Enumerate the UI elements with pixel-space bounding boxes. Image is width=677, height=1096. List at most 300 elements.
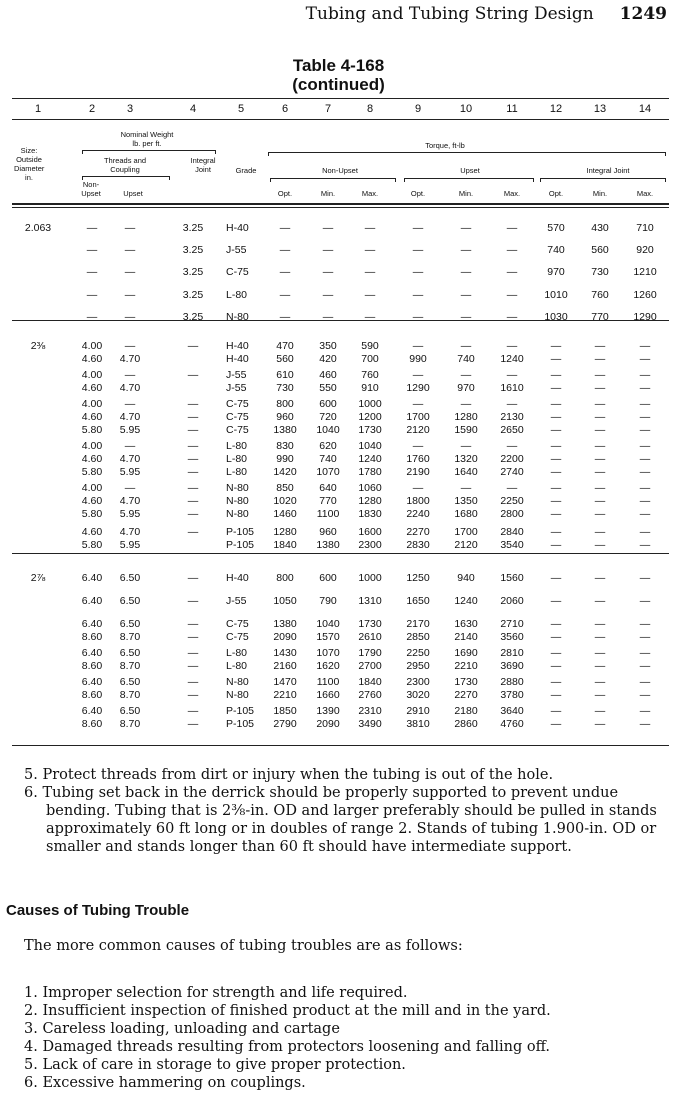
torque-value: 730 [276, 382, 294, 394]
torque-value: — [550, 618, 562, 630]
grade: C-75 [226, 398, 249, 410]
torque-value: 1730 [358, 618, 382, 630]
size-header [14, 146, 44, 182]
torque-value: — [594, 676, 606, 688]
torque-value: — [639, 353, 651, 365]
integral-joint-weight: — [187, 495, 199, 507]
torque-value: 990 [276, 453, 294, 465]
torque-subheader: Min. [320, 189, 336, 198]
torque-value: — [639, 705, 651, 717]
torque-value: — [594, 440, 606, 452]
torque-value: — [639, 660, 651, 672]
integral-joint-weight: — [187, 398, 199, 410]
torque-value: — [639, 526, 651, 538]
torque-value: — [506, 482, 518, 494]
non-upset-weight: 4.00 [81, 340, 103, 352]
torque-value: 3690 [500, 660, 524, 672]
torque-value: 740 [319, 453, 337, 465]
upset-weight: 8.70 [119, 660, 141, 672]
torque-value: 1280 [358, 495, 382, 507]
torque-value: — [322, 289, 334, 301]
torque-value: — [506, 340, 518, 352]
torque-value: 590 [361, 340, 379, 352]
torque-value: — [506, 311, 518, 323]
torque-value: — [322, 311, 334, 323]
column-number-rule [12, 119, 669, 120]
torque-value: 2190 [406, 466, 430, 478]
torque-value: — [639, 482, 651, 494]
torque-value: 970 [547, 266, 565, 278]
torque-value: — [639, 340, 651, 352]
torque-value: 1850 [273, 705, 297, 717]
non-upset-weight: 5.80 [81, 424, 103, 436]
torque-value: 1260 [633, 289, 657, 301]
integral-joint-weight: — [187, 340, 199, 352]
torque-value: 1000 [358, 572, 382, 584]
upset-weight: 4.70 [119, 353, 141, 365]
torque-value: 800 [276, 398, 294, 410]
integral-joint-weight: — [187, 526, 199, 538]
torque-value: 1640 [454, 466, 478, 478]
torque-value: — [550, 382, 562, 394]
integral-joint-weight: — [187, 508, 199, 520]
torque-value: — [594, 705, 606, 717]
torque-value: 1240 [358, 453, 382, 465]
grade: P-105 [226, 705, 255, 717]
torque-value: 720 [319, 411, 337, 423]
torque-value: 2250 [406, 647, 430, 659]
integral-joint-weight: 3.25 [182, 289, 204, 301]
torque-value: — [594, 411, 606, 423]
torque-value: — [550, 411, 562, 423]
upset-weight: 6.50 [119, 572, 141, 584]
column-number: 10 [459, 103, 473, 115]
torque-value: 1840 [273, 539, 297, 551]
torque-value: — [322, 244, 334, 256]
torque-value: 3810 [406, 718, 430, 730]
integral-joint-group-header: Integral Joint [586, 166, 630, 175]
torque-value: 3540 [500, 539, 524, 551]
torque-value: 2200 [500, 453, 524, 465]
torque-value: 1310 [358, 595, 382, 607]
torque-value: 2790 [273, 718, 297, 730]
torque-value: — [550, 718, 562, 730]
torque-value: — [639, 572, 651, 584]
grade: P-105 [226, 718, 255, 730]
torque-value: 1800 [406, 495, 430, 507]
threads-coupling-line: Threads and [103, 156, 147, 165]
torque-value: — [322, 266, 334, 278]
upset-weight: — [124, 311, 136, 323]
torque-value: 1010 [544, 289, 568, 301]
torque-value: 470 [276, 340, 294, 352]
torque-value: 2810 [500, 647, 524, 659]
torque-value: 560 [591, 244, 609, 256]
torque-value: 4760 [500, 718, 524, 730]
torque-value: — [594, 718, 606, 730]
torque-value: — [460, 482, 472, 494]
integral-joint-weight: — [187, 572, 199, 584]
nominal-weight-header [92, 130, 202, 148]
integral-joint-weight: — [187, 618, 199, 630]
torque-value: 1210 [633, 266, 657, 278]
torque-value: 2300 [358, 539, 382, 551]
torque-value: 420 [319, 353, 337, 365]
torque-value: 760 [591, 289, 609, 301]
upset-weight: 6.50 [119, 595, 141, 607]
torque-value: 1840 [358, 676, 382, 688]
column-number: 13 [593, 103, 607, 115]
torque-value: 1730 [454, 676, 478, 688]
non-upset-weight: 4.60 [81, 382, 103, 394]
threads-coupling-brace [82, 176, 170, 177]
non-upset-weight: 4.00 [81, 440, 103, 452]
torque-value: 910 [361, 382, 379, 394]
integral-joint-weight: — [187, 718, 199, 730]
upset-weight: 8.70 [119, 689, 141, 701]
upset-group-brace [404, 178, 534, 179]
section-rule-1 [12, 320, 669, 321]
torque-value: — [460, 311, 472, 323]
torque-value: — [550, 495, 562, 507]
torque-value: 1430 [273, 647, 297, 659]
list-item: 2. Insufficient inspection of finished product at the mill and in the yard. [24, 1003, 551, 1019]
torque-value: 2950 [406, 660, 430, 672]
torque-value: — [279, 266, 291, 278]
column-number: 5 [237, 103, 245, 115]
torque-value: — [639, 398, 651, 410]
torque-value: 2140 [454, 631, 478, 643]
torque-header: Torque, ft-lb [425, 141, 465, 150]
upset-weight: 6.50 [119, 647, 141, 659]
torque-value: — [639, 676, 651, 688]
torque-value: 2180 [454, 705, 478, 717]
torque-value: — [594, 453, 606, 465]
torque-value: 1240 [500, 353, 524, 365]
torque-value: 1600 [358, 526, 382, 538]
size-header-line: Size: [20, 146, 38, 155]
integral-joint-weight: — [187, 453, 199, 465]
torque-value: — [594, 353, 606, 365]
torque-value: — [412, 340, 424, 352]
torque-value: — [550, 369, 562, 381]
non-upset-group-brace [270, 178, 396, 179]
torque-value: 1320 [454, 453, 478, 465]
torque-value: — [550, 660, 562, 672]
column-number: 8 [366, 103, 374, 115]
torque-value: — [639, 539, 651, 551]
torque-value: 600 [319, 398, 337, 410]
torque-value: — [594, 526, 606, 538]
torque-value: 3560 [500, 631, 524, 643]
torque-value: — [594, 398, 606, 410]
torque-value: — [550, 595, 562, 607]
torque-subheader: Opt. [548, 189, 564, 198]
torque-value: — [594, 618, 606, 630]
torque-value: 1680 [454, 508, 478, 520]
torque-value: — [412, 311, 424, 323]
torque-value: — [594, 466, 606, 478]
torque-value: 2090 [316, 718, 340, 730]
causes-list [24, 984, 669, 1092]
torque-value: 960 [319, 526, 337, 538]
torque-value: — [460, 398, 472, 410]
torque-value: — [639, 718, 651, 730]
torque-value: 2760 [358, 689, 382, 701]
torque-subheader: Max. [636, 189, 654, 198]
grade: H-40 [226, 353, 249, 365]
torque-value: 740 [457, 353, 475, 365]
torque-value: 1000 [358, 398, 382, 410]
torque-value: — [506, 369, 518, 381]
torque-value: 960 [276, 411, 294, 423]
torque-value: — [550, 631, 562, 643]
list-item: 1. Improper selection for strength and life required. [24, 985, 408, 1001]
upset-weight: — [124, 369, 136, 381]
torque-value: 1100 [316, 508, 340, 520]
torque-value: — [594, 369, 606, 381]
torque-value: 1070 [316, 647, 340, 659]
grade: C-75 [226, 411, 249, 423]
torque-value: 1280 [273, 526, 297, 538]
torque-value: 1620 [316, 660, 340, 672]
upset-weight: — [124, 289, 136, 301]
integral-joint-weight: — [187, 482, 199, 494]
torque-value: 2240 [406, 508, 430, 520]
upset-weight: 6.50 [119, 676, 141, 688]
torque-value: — [639, 466, 651, 478]
torque-value: — [594, 508, 606, 520]
torque-value: 600 [319, 572, 337, 584]
non-upset-weight: — [86, 311, 98, 323]
header-bottom-rule-1 [12, 203, 669, 205]
upset-weight: 6.50 [119, 705, 141, 717]
torque-value: — [639, 508, 651, 520]
torque-value: 3020 [406, 689, 430, 701]
column-number: 6 [281, 103, 289, 115]
torque-value: — [550, 508, 562, 520]
torque-value: — [594, 572, 606, 584]
non-upset-weight: 5.80 [81, 466, 103, 478]
torque-value: 1240 [454, 595, 478, 607]
torque-value: — [639, 453, 651, 465]
upset-weight: 4.70 [119, 382, 141, 394]
nominal-weight-line: Nominal Weight [120, 130, 174, 139]
torque-value: 2860 [454, 718, 478, 730]
integral-joint-group-brace [540, 178, 666, 179]
list-item: 6. Excessive hammering on couplings. [24, 1075, 306, 1091]
torque-value: — [279, 222, 291, 234]
torque-value: 1380 [273, 618, 297, 630]
grade: C-75 [226, 631, 249, 643]
grade: J-55 [226, 382, 247, 394]
torque-value: 430 [591, 222, 609, 234]
torque-value: 2120 [406, 424, 430, 436]
grade: C-75 [226, 266, 249, 278]
torque-value: 1250 [406, 572, 430, 584]
torque-value: — [594, 539, 606, 551]
torque-value: 2060 [500, 595, 524, 607]
causes-intro: The more common causes of tubing troubles are as follows: [24, 938, 463, 954]
integral-joint-line: Integral [190, 156, 216, 165]
integral-joint-weight: 3.25 [182, 311, 204, 323]
torque-value: — [412, 222, 424, 234]
torque-value: 2710 [500, 618, 524, 630]
torque-value: 920 [636, 244, 654, 256]
torque-value: 1060 [358, 482, 382, 494]
section-heading: Causes of Tubing Trouble [6, 902, 190, 919]
torque-value: 1610 [500, 382, 524, 394]
torque-value: 1050 [273, 595, 297, 607]
torque-value: 1290 [406, 382, 430, 394]
torque-subheader: Max. [361, 189, 379, 198]
torque-value: 2800 [500, 508, 524, 520]
torque-value: 1040 [358, 440, 382, 452]
torque-value: — [364, 222, 376, 234]
non-upset-weight: 5.80 [81, 539, 103, 551]
torque-value: 620 [319, 440, 337, 452]
torque-value: 1380 [273, 424, 297, 436]
torque-value: 1040 [316, 424, 340, 436]
upset-weight: 5.95 [119, 539, 141, 551]
torque-value: 1350 [454, 495, 478, 507]
upset-weight: 4.70 [119, 453, 141, 465]
non-upset-weight: 4.60 [81, 453, 103, 465]
torque-value: — [550, 353, 562, 365]
grade: N-80 [226, 495, 249, 507]
torque-value: 1040 [316, 618, 340, 630]
torque-value: 730 [591, 266, 609, 278]
non-upset-line: Upset [81, 189, 101, 198]
non-upset-weight: 8.60 [81, 660, 103, 672]
torque-value: — [412, 440, 424, 452]
torque-value: — [550, 572, 562, 584]
upset-weight: 6.50 [119, 618, 141, 630]
grade: C-75 [226, 424, 249, 436]
torque-value: — [279, 244, 291, 256]
torque-brace [268, 152, 666, 153]
non-upset-weight: 6.40 [81, 572, 103, 584]
torque-value: — [639, 424, 651, 436]
torque-value: — [412, 289, 424, 301]
torque-value: 800 [276, 572, 294, 584]
torque-value: 2830 [406, 539, 430, 551]
upset-weight: — [124, 266, 136, 278]
torque-value: — [506, 440, 518, 452]
non-upset-weight: 4.00 [81, 369, 103, 381]
size-label: 2⅜ [30, 340, 46, 352]
grade: P-105 [226, 539, 255, 551]
torque-value: 1760 [406, 453, 430, 465]
non-upset-weight: — [86, 222, 98, 234]
integral-joint-line: Joint [195, 165, 211, 174]
upset-weight: — [124, 244, 136, 256]
non-upset-weight: 5.80 [81, 508, 103, 520]
integral-joint-weight: 3.25 [182, 244, 204, 256]
list-item: 5. Lack of care in storage to give proper protection. [24, 1057, 406, 1073]
torque-value: — [594, 660, 606, 672]
integral-joint-weight: — [187, 647, 199, 659]
torque-value: 1070 [316, 466, 340, 478]
non-upset-weight: 6.40 [81, 647, 103, 659]
integral-joint-weight: — [187, 595, 199, 607]
column-number: 4 [189, 103, 197, 115]
column-number: 1 [34, 103, 42, 115]
torque-value: — [460, 244, 472, 256]
torque-value: 2210 [273, 689, 297, 701]
nominal-weight-brace [82, 150, 216, 151]
torque-value: 1650 [406, 595, 430, 607]
upset-weight: — [124, 398, 136, 410]
torque-value: 2850 [406, 631, 430, 643]
non-upset-weight: — [86, 244, 98, 256]
torque-value: — [412, 398, 424, 410]
grade: L-80 [226, 647, 248, 659]
torque-value: 2270 [454, 689, 478, 701]
integral-joint-weight: — [187, 424, 199, 436]
torque-value: 2840 [500, 526, 524, 538]
torque-value: — [550, 526, 562, 538]
integral-joint-weight: — [187, 631, 199, 643]
torque-value: — [322, 222, 334, 234]
running-title: Tubing and Tubing String Design [305, 4, 594, 24]
torque-value: — [460, 369, 472, 381]
torque-value: — [550, 539, 562, 551]
non-upset-weight: 4.60 [81, 411, 103, 423]
torque-value: 1380 [316, 539, 340, 551]
torque-value: — [594, 631, 606, 643]
upset-weight: 4.70 [119, 495, 141, 507]
grade: N-80 [226, 482, 249, 494]
threads-coupling-line: Coupling [110, 165, 140, 174]
column-number: 12 [549, 103, 563, 115]
integral-joint-weight: — [187, 466, 199, 478]
torque-value: 1470 [273, 676, 297, 688]
torque-value: — [550, 705, 562, 717]
grade: L-80 [226, 466, 248, 478]
non-upset-weight: — [86, 289, 98, 301]
torque-value: 1660 [316, 689, 340, 701]
torque-value: 3640 [500, 705, 524, 717]
torque-value: 1630 [454, 618, 478, 630]
torque-value: — [279, 311, 291, 323]
nominal-weight-line: lb. per ft. [132, 139, 162, 148]
grade-header: Grade [235, 166, 257, 175]
torque-value: — [460, 340, 472, 352]
torque-value: 940 [457, 572, 475, 584]
grade: J-55 [226, 244, 247, 256]
torque-value: — [550, 466, 562, 478]
grade: N-80 [226, 676, 249, 688]
torque-value: — [412, 482, 424, 494]
torque-value: — [460, 266, 472, 278]
list-item: 5. Protect threads from dirt or injury when the tubing is out of the hole. [24, 767, 554, 783]
torque-value: — [594, 647, 606, 659]
torque-value: — [506, 222, 518, 234]
torque-value: — [460, 222, 472, 234]
handling-list [24, 766, 669, 856]
torque-value: 2270 [406, 526, 430, 538]
column-number: 14 [638, 103, 652, 115]
section-rule-2 [12, 553, 669, 554]
integral-joint-header [178, 156, 228, 174]
non-upset-weight: 6.40 [81, 618, 103, 630]
torque-value: — [412, 369, 424, 381]
torque-value: 1700 [454, 526, 478, 538]
torque-value: 1700 [406, 411, 430, 423]
torque-value: — [639, 495, 651, 507]
torque-value: — [550, 689, 562, 701]
